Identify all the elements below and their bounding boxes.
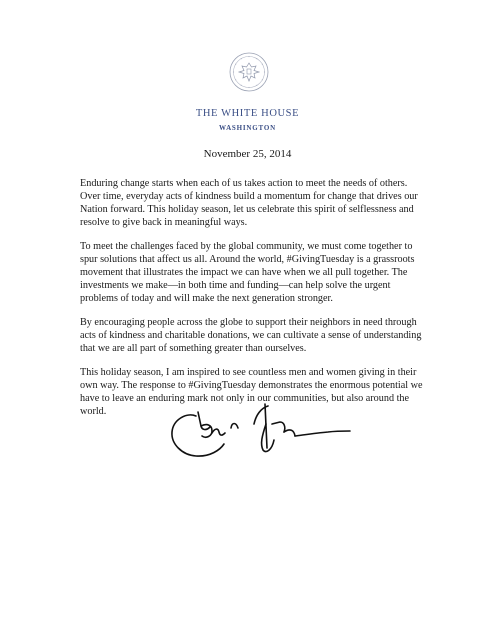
handwritten-signature-icon [168,400,353,460]
letter-paragraph: This holiday season, I am inspired to see countless men and women giving in their own way. The response to #GivingTuesday demonstrates the enormous potential we have to leave an enduring mark not only in our communities, but also around the world. [80,366,423,417]
letter-paragraph: By encouraging people across the globe to support their neighbors in need through acts of kindness and charitable donations, we can cultivate a sense of understanding that we are all part of something greater than ourselves. [80,316,422,355]
presidential-seal-icon [229,52,269,92]
letter-date: November 25, 2014 [203,148,292,160]
letterhead-title: THE WHITE HOUSE [195,108,300,119]
letterhead-city: WASHINGTON [219,124,276,132]
letter-body [80,177,425,429]
letter-paragraph: Enduring change starts when each of us takes action to meet the needs of others. Over time, everyday acts of kindness build a momentum for change that drives our Nation forward. This holiday season, let us celebrate this spirit of selflessness and resolve to give back in meaningful ways. [80,178,418,229]
letter-paragraph: To meet the challenges faced by the global community, we must come together to spur solutions that affect us all. Around the world, #GivingTuesday is a grassroots movement that illustrates the impact we can have when we all pull together. The investments we make—in both time and funding—can help solve the urgent problems of today and will make the next generation stronger. [80,240,415,305]
